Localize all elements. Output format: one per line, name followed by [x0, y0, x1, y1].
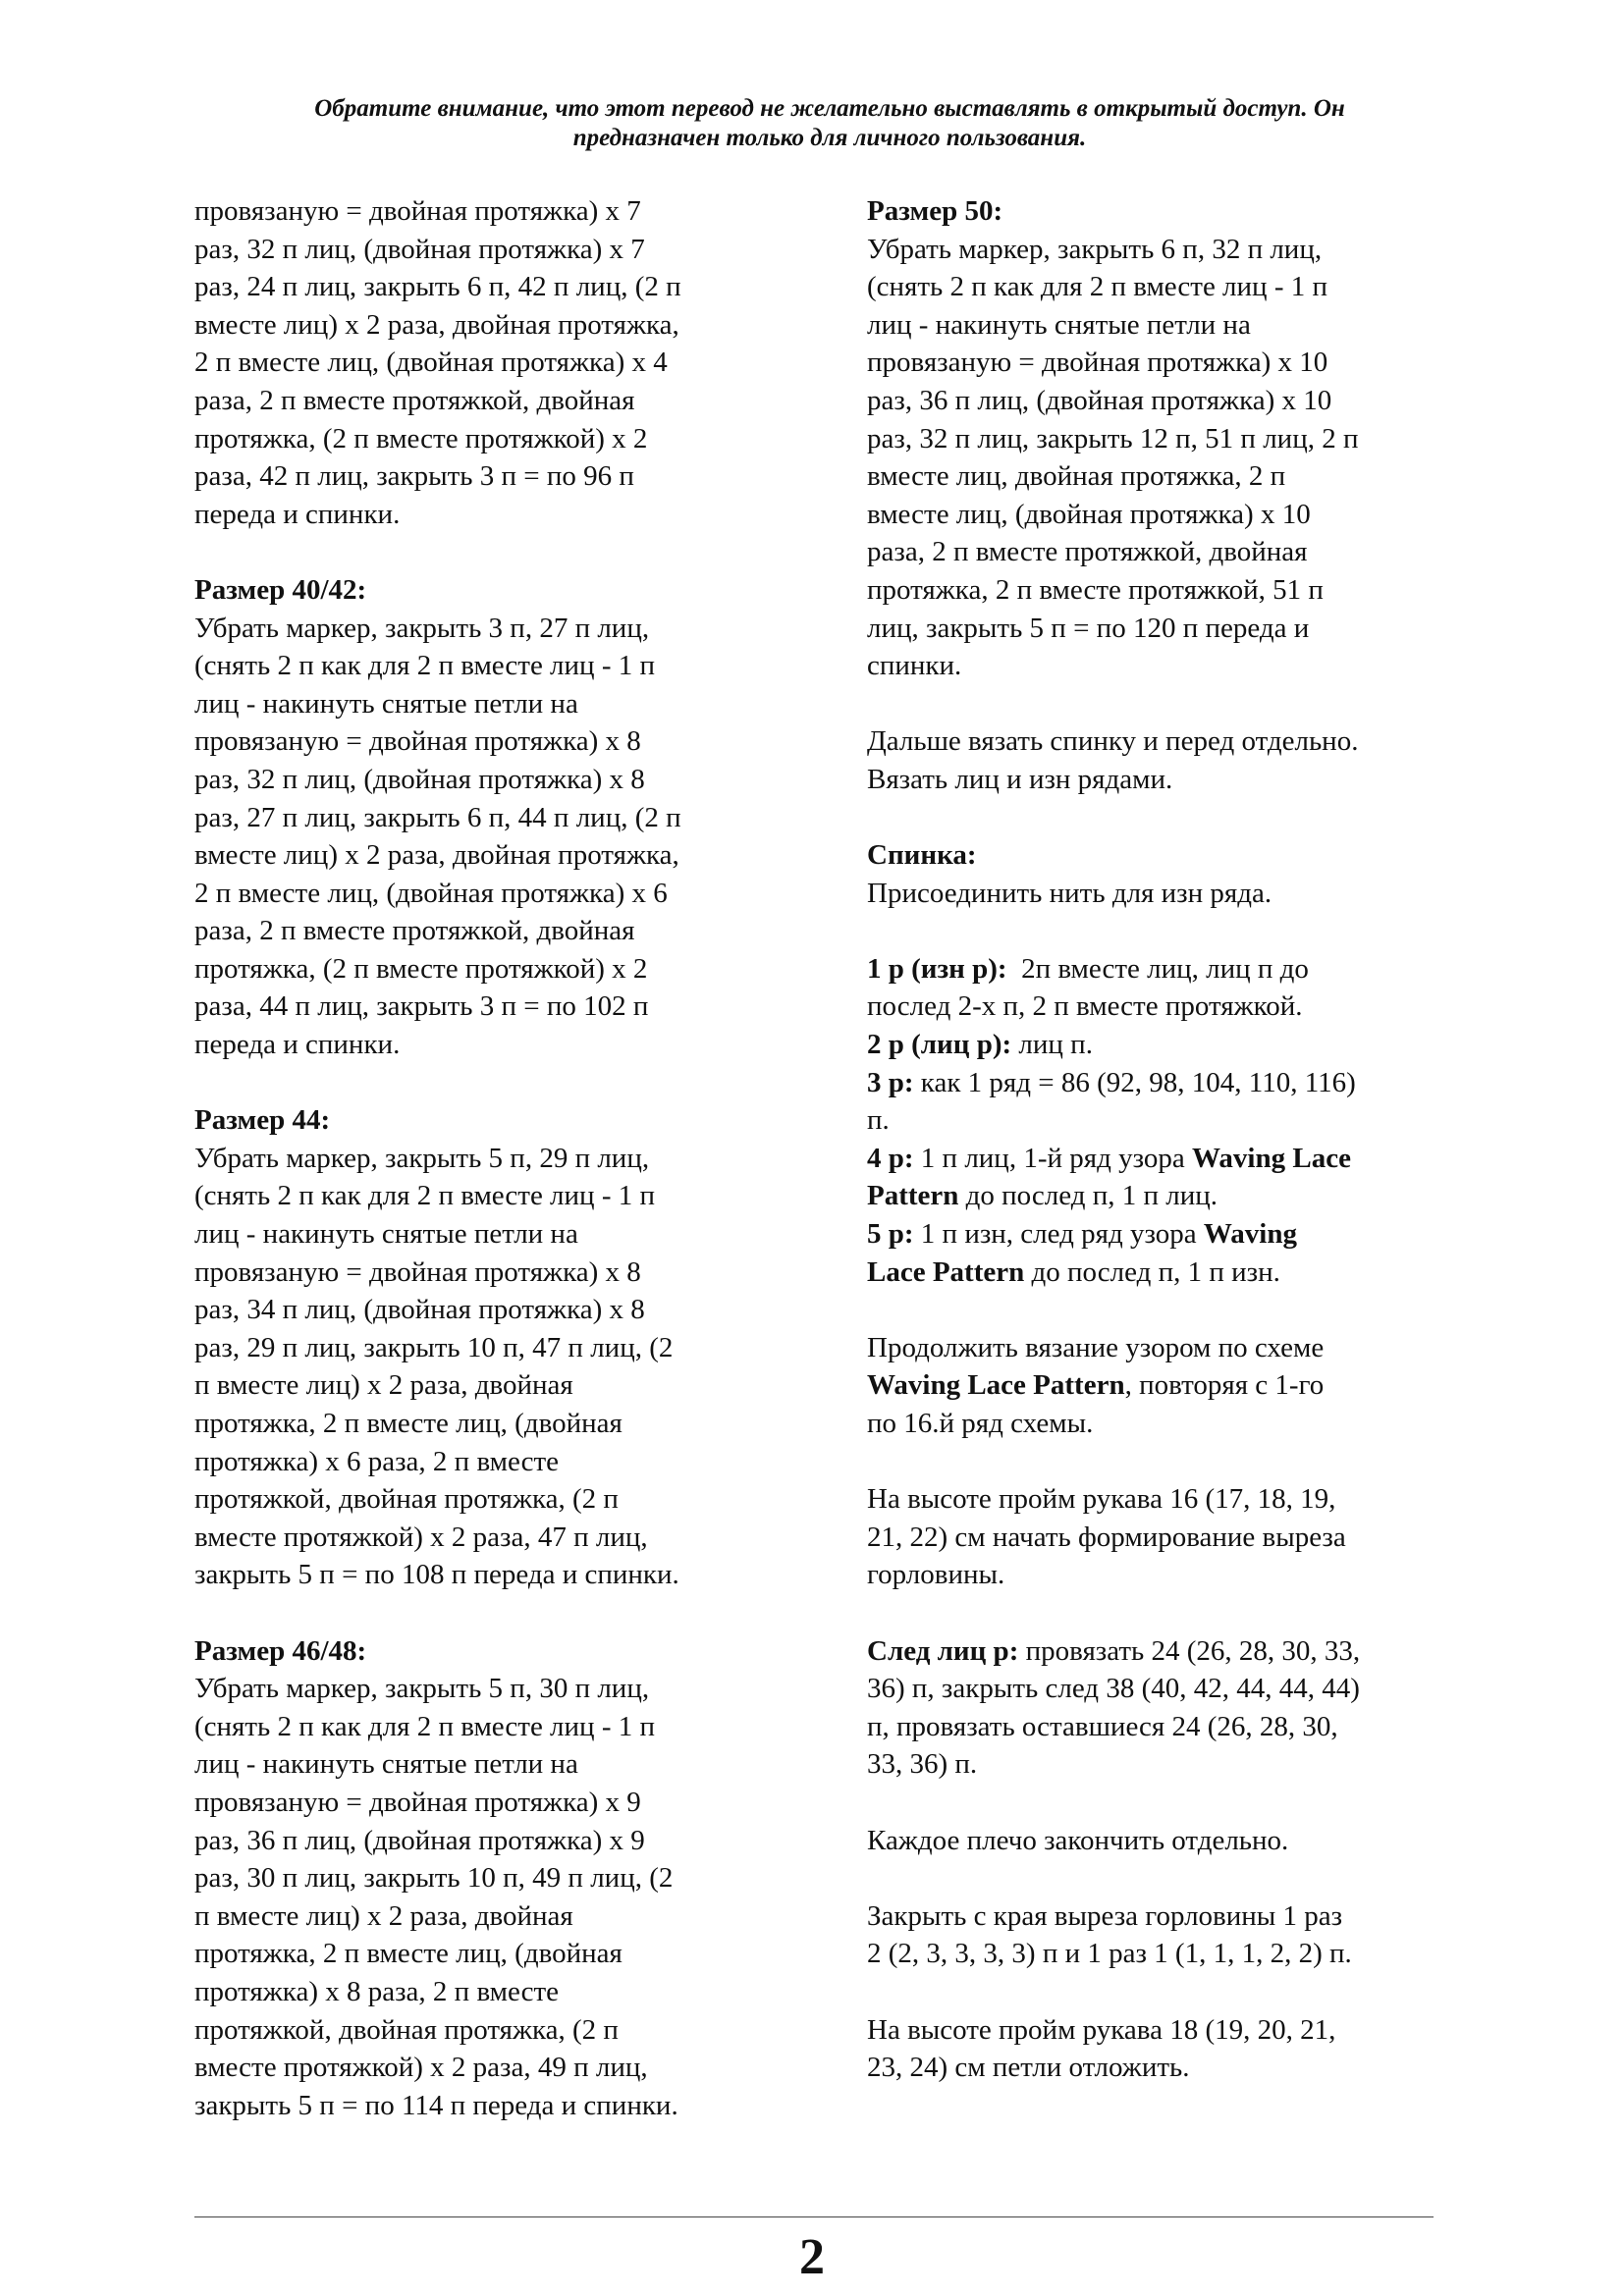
text-line: Каждое плечо закончить отдельно.	[867, 1824, 1289, 1856]
row-5-text: 1 п изн, след ряд узора	[913, 1218, 1204, 1251]
text-line: закрыть 5 п = по 114 п переда и спинки.	[194, 2089, 678, 2121]
text-fragment: провязать 24 (26, 28, 30, 33,	[1018, 1634, 1361, 1667]
text-line: лиц - накинуть снятые петли на	[867, 308, 1251, 341]
row-4-pattern-name-cont: Pattern	[867, 1180, 959, 1212]
back-heading: Спинка:	[867, 839, 977, 872]
text-line: раза, 42 п лиц, закрыть 3 п = по 96 п	[194, 460, 634, 493]
row-2-label: 2 р (лиц р):	[867, 1029, 1012, 1061]
bind-off-paragraph	[867, 1897, 1456, 1973]
text-line: спинки.	[867, 650, 962, 682]
text-line: раза, 2 п вместе протяжкой, двойная	[194, 915, 635, 947]
row-5-continuation	[867, 1254, 1456, 1292]
text-line: 2 п вместе лиц, (двойная протяжка) x 6	[194, 877, 668, 909]
row-5-pattern-name-cont: Lace Pattern	[867, 1255, 1025, 1288]
text-line: 21, 22) см начать формирование выреза	[867, 1521, 1346, 1553]
text-line	[867, 1366, 1456, 1405]
row-3-label: 3 р:	[867, 1066, 914, 1098]
text-line: протяжка, 2 п вместе протяжкой, 51 п	[867, 573, 1324, 606]
row-4-cont-text: до послед п, 1 п лиц.	[958, 1180, 1218, 1212]
text-line: лиц - накинуть снятые петли на	[194, 1218, 578, 1251]
text-line: вместе лиц, двойная протяжка, 2 п	[867, 460, 1286, 493]
text-line: Убрать маркер, закрыть 5 п, 30 п лиц,	[194, 1673, 650, 1705]
set-aside-paragraph	[867, 2011, 1456, 2087]
text-line: закрыть 5 п = по 108 п переда и спинки.	[194, 1559, 679, 1591]
row-3-continuation: п.	[867, 1104, 890, 1137]
size-44-section	[194, 1101, 784, 1594]
text-line: протяжкой, двойная протяжка, (2 п	[194, 1483, 619, 1516]
text-line: раза, 44 п лиц, закрыть 3 п = по 102 п	[194, 990, 649, 1023]
row-1-continuation: послед 2-х п, 2 п вместе протяжкой.	[867, 990, 1303, 1023]
text-line: раза, 2 п вместе протяжкой, двойная	[867, 536, 1308, 568]
text-line: раз, 24 п лиц, закрыть 6 п, 42 п лиц, (2 п	[194, 271, 681, 303]
text-line: (снять 2 п как для 2 п вместе лиц - 1 п	[194, 650, 655, 682]
text-line: Присоединить нить для изн ряда.	[867, 877, 1272, 909]
text-line: раза, 2 п вместе протяжкой, двойная	[194, 384, 635, 416]
text-line: лиц - накинуть снятые петли на	[194, 687, 578, 720]
text-line: Дальше вязать спинку и перед отдельно.	[867, 725, 1359, 758]
text-line: переда и спинки.	[194, 498, 401, 530]
next-row-label: След лиц р:	[867, 1634, 1019, 1667]
size-46-48-section	[194, 1632, 784, 2125]
text-line: 2 (2, 3, 3, 3, 3) п и 1 раз 1 (1, 1, 1, 2, 2) п.	[867, 1938, 1352, 1970]
row-2-text: лиц п.	[1011, 1029, 1093, 1061]
text-line: Вязать лиц и изн рядами.	[867, 763, 1173, 795]
text-line: протяжка, 2 п вместе лиц, (двойная	[194, 1408, 623, 1439]
row-1-line	[867, 950, 1456, 988]
pattern-name: Waving Lace Pattern	[867, 1369, 1125, 1402]
row-4-continuation	[867, 1177, 1456, 1215]
row-5-line	[867, 1215, 1456, 1254]
text-line: раз, 30 п лиц, закрыть 10 п, 49 п лиц, (2	[194, 1862, 674, 1895]
text-line: провязаную = двойная протяжка) x 8	[194, 1255, 641, 1288]
text-line: вместе протяжкой) x 2 раза, 47 п лиц,	[194, 1521, 648, 1553]
left-column	[194, 192, 784, 2124]
text-line: На высоте пройм рукава 16 (17, 18, 19,	[867, 1483, 1336, 1516]
text-line: (снять 2 п как для 2 п вместе лиц - 1 п	[194, 1180, 655, 1212]
text-line: горловины.	[867, 1559, 1005, 1591]
row-5-cont-text: до послед п, 1 п изн.	[1024, 1255, 1280, 1288]
text-line: раз, 32 п лиц, закрыть 12 п, 51 п лиц, 2 п	[867, 422, 1359, 454]
size-50-heading: Размер 50:	[867, 195, 1003, 227]
text-line: вместе лиц) x 2 раза, двойная протяжка,	[194, 839, 679, 872]
next-row-paragraph	[867, 1632, 1456, 1784]
text-line: раз, 36 п лиц, (двойная протяжка) x 9	[194, 1824, 645, 1856]
text-line: Продолжить вязание узором по схеме	[867, 1331, 1325, 1363]
text-line: Закрыть с края выреза горловины 1 раз	[867, 1899, 1343, 1932]
text-line: вместе лиц) x 2 раза, двойная протяжка,	[194, 308, 679, 341]
text-line: протяжка, (2 п вместе протяжкой) x 2	[194, 422, 648, 454]
text-line: протяжка) x 8 раза, 2 п вместе	[194, 1975, 560, 2007]
text-line: На высоте пройм рукава 18 (19, 20, 21,	[867, 2013, 1336, 2046]
text-line: 23, 24) см петли отложить.	[867, 2052, 1190, 2084]
header-line-2: предназначен только для личного пользования.	[572, 125, 1087, 151]
text-line: раз, 34 п лиц, (двойная протяжка) x 8	[194, 1294, 645, 1326]
back-section	[867, 836, 1456, 912]
text-line: 33, 36) п.	[867, 1748, 978, 1781]
text-line: Убрать маркер, закрыть 3 п, 27 п лиц,	[194, 612, 650, 644]
size-40-42-section	[194, 571, 784, 1064]
row-4-text: 1 п лиц, 1-й ряд узора	[913, 1142, 1193, 1174]
row-4-pattern-name: Waving Lace	[1192, 1142, 1351, 1174]
text-line: (снять 2 п как для 2 п вместе лиц - 1 п	[867, 271, 1327, 303]
neckline-paragraph	[867, 1480, 1456, 1594]
text-line: раз, 27 п лиц, закрыть 6 п, 44 п лиц, (2 п	[194, 801, 681, 833]
text-fragment: , повторяя с 1-го	[1124, 1369, 1325, 1402]
text-line: лиц - накинуть снятые петли на	[194, 1748, 578, 1781]
text-line: переда и спинки.	[194, 1029, 401, 1061]
text-line	[867, 1632, 1456, 1671]
shoulder-paragraph	[867, 1822, 1456, 1860]
text-line: Убрать маркер, закрыть 5 п, 29 п лиц,	[194, 1142, 650, 1174]
size-50-section	[867, 192, 1456, 685]
text-line: по 16.й ряд схемы.	[867, 1408, 1094, 1439]
footer-divider	[194, 2216, 1434, 2217]
intro-paragraph	[194, 192, 784, 533]
text-line: протяжка, 2 п вместе лиц, (двойная	[194, 1938, 623, 1970]
text-line: провязаную = двойная протяжка) x 10	[867, 347, 1328, 379]
text-line: протяжкой, двойная протяжка, (2 п	[194, 2013, 619, 2046]
text-line: провязаную = двойная протяжка) x 7	[194, 195, 641, 227]
text-line: раз, 29 п лиц, закрыть 10 п, 47 п лиц, (2	[194, 1331, 674, 1363]
size-44-heading: Размер 44:	[194, 1104, 331, 1137]
row-4-line	[867, 1140, 1456, 1178]
row-3-text: как 1 ряд = 86 (92, 98, 104, 110, 116)	[913, 1066, 1356, 1098]
row-1-text: 2п вместе лиц, лиц п до	[1006, 952, 1309, 985]
text-line: лиц, закрыть 5 п = по 120 п переда и	[867, 612, 1310, 644]
page-header-notice	[147, 94, 1512, 153]
row-5-pattern-name: Waving	[1203, 1218, 1297, 1251]
text-line: вместе лиц, (двойная протяжка) x 10	[867, 498, 1311, 530]
separately-paragraph	[867, 722, 1456, 798]
header-line-1: Обратите внимание, что этот перевод не желательно выставлять в открытый доступ. Он	[314, 95, 1345, 122]
text-line: раз, 32 п лиц, (двойная протяжка) x 7	[194, 233, 645, 265]
page-number: 2	[799, 2229, 825, 2285]
right-column	[867, 192, 1456, 2087]
row-4-label: 4 р:	[867, 1142, 914, 1174]
row-1-label: 1 р (изн р):	[867, 952, 1007, 985]
continue-paragraph	[867, 1329, 1456, 1443]
size-46-48-heading: Размер 46/48:	[194, 1634, 367, 1667]
text-line: п, провязать оставшиеся 24 (26, 28, 30,	[867, 1710, 1338, 1742]
text-line: протяжка) x 6 раза, 2 п вместе	[194, 1445, 560, 1477]
text-line: раз, 32 п лиц, (двойная протяжка) x 8	[194, 763, 645, 795]
row-2-line	[867, 1026, 1456, 1064]
text-line: 36) п, закрыть след 38 (40, 42, 44, 44, 44)	[867, 1673, 1360, 1705]
text-line: п вместе лиц) x 2 раза, двойная	[194, 1369, 573, 1402]
text-line: вместе протяжкой) x 2 раза, 49 п лиц,	[194, 2052, 648, 2084]
text-line: 2 п вместе лиц, (двойная протяжка) x 4	[194, 347, 668, 379]
rows-instructions	[867, 950, 1456, 1291]
text-line: провязаную = двойная протяжка) x 8	[194, 725, 641, 758]
size-40-42-heading: Размер 40/42:	[194, 573, 367, 606]
text-line: раз, 36 п лиц, (двойная протяжка) x 10	[867, 384, 1332, 416]
text-line: протяжка, (2 п вместе протяжкой) x 2	[194, 952, 648, 985]
text-line: п вместе лиц) x 2 раза, двойная	[194, 1899, 573, 1932]
text-line: провязаную = двойная протяжка) x 9	[194, 1786, 641, 1818]
text-line: (снять 2 п как для 2 п вместе лиц - 1 п	[194, 1710, 655, 1742]
text-line: Убрать маркер, закрыть 6 п, 32 п лиц,	[867, 233, 1323, 265]
row-5-label: 5 р:	[867, 1218, 914, 1251]
row-3-line	[867, 1064, 1456, 1102]
